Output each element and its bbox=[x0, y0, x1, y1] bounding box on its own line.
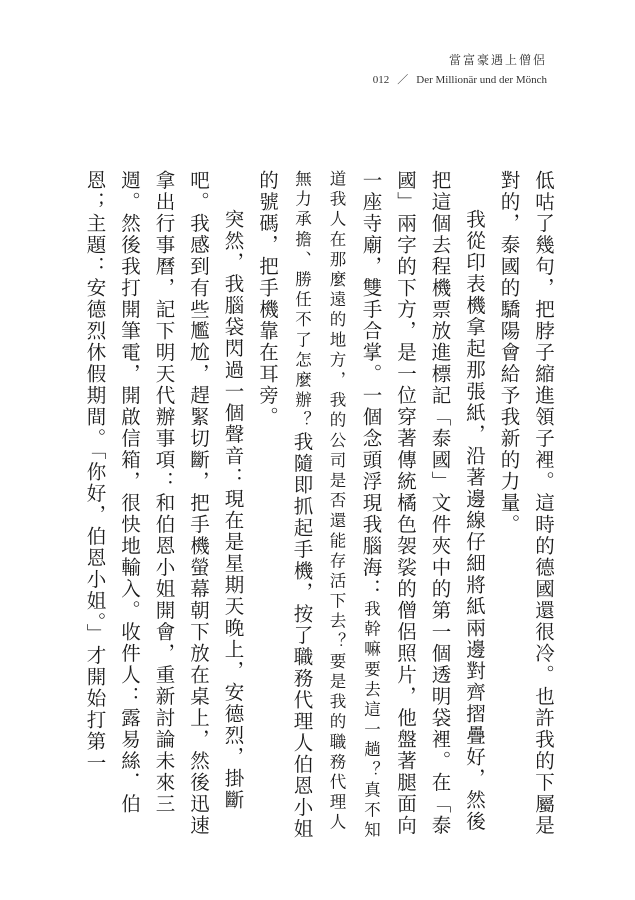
page-info bbox=[373, 72, 547, 88]
book-title: 當富豪遇上僧侶 bbox=[448, 53, 547, 67]
paragraph-text: 低咕了幾句，把脖子縮進領子裡。這時的德國還很冷。也許我的下屬是對的，泰國的驕陽會給予我新的力量。 bbox=[497, 170, 555, 837]
paragraph bbox=[491, 170, 560, 850]
page-number: 012 bbox=[372, 74, 390, 86]
paragraph-text: 我隨即抓起手機，按了職務代理人伯恩小姐的號碼，把手機靠在耳旁。 bbox=[256, 170, 314, 840]
paragraph-text: 我從印表機拿起那張紙，沿著邊線仔細將紙兩邊對齊摺疊好，然後把這個去程機票放進標記「泰國」文件夾中的第一個透明袋裡。在「泰國」兩字的下方，是一位穿著傳統橘色袈裟的僧侶照片，他盤著腿面向一座寺廟，雙手合掌。一個念頭浮現我腦海： bbox=[359, 170, 486, 837]
paragraph bbox=[77, 170, 250, 850]
running-header bbox=[373, 52, 547, 88]
vertical-body-text bbox=[82, 170, 560, 850]
paragraph-text: 突然，我腦袋閃過一個聲音：現在是星期天晚上，安德烈，掛斷吧。我感到有些尷尬，趕緊切斷，把手機螢幕朝下放在桌上，然後迅速拿出行事曆，記下明天代辦事項：和伯恩小姐開會，重新討論未來三週。然後我打開筆電，開啟信箱，很快地輸入。收件人：露易絲．伯恩；主題：安德烈休假期間。「你好，伯恩小姐。」才開始打第一 bbox=[83, 170, 245, 837]
inner-thought-text: 我幹嘛要去這一趟？真不知道我人在那麼遠的地方，我的公司是否還能存活下去？要是我的職務代理人無力承擔、勝任不了怎麼辦？ bbox=[292, 170, 381, 842]
header-separator: ／ bbox=[397, 74, 409, 86]
running-title: Der Millionär und der Mönch bbox=[416, 74, 547, 86]
paragraph bbox=[250, 170, 492, 850]
